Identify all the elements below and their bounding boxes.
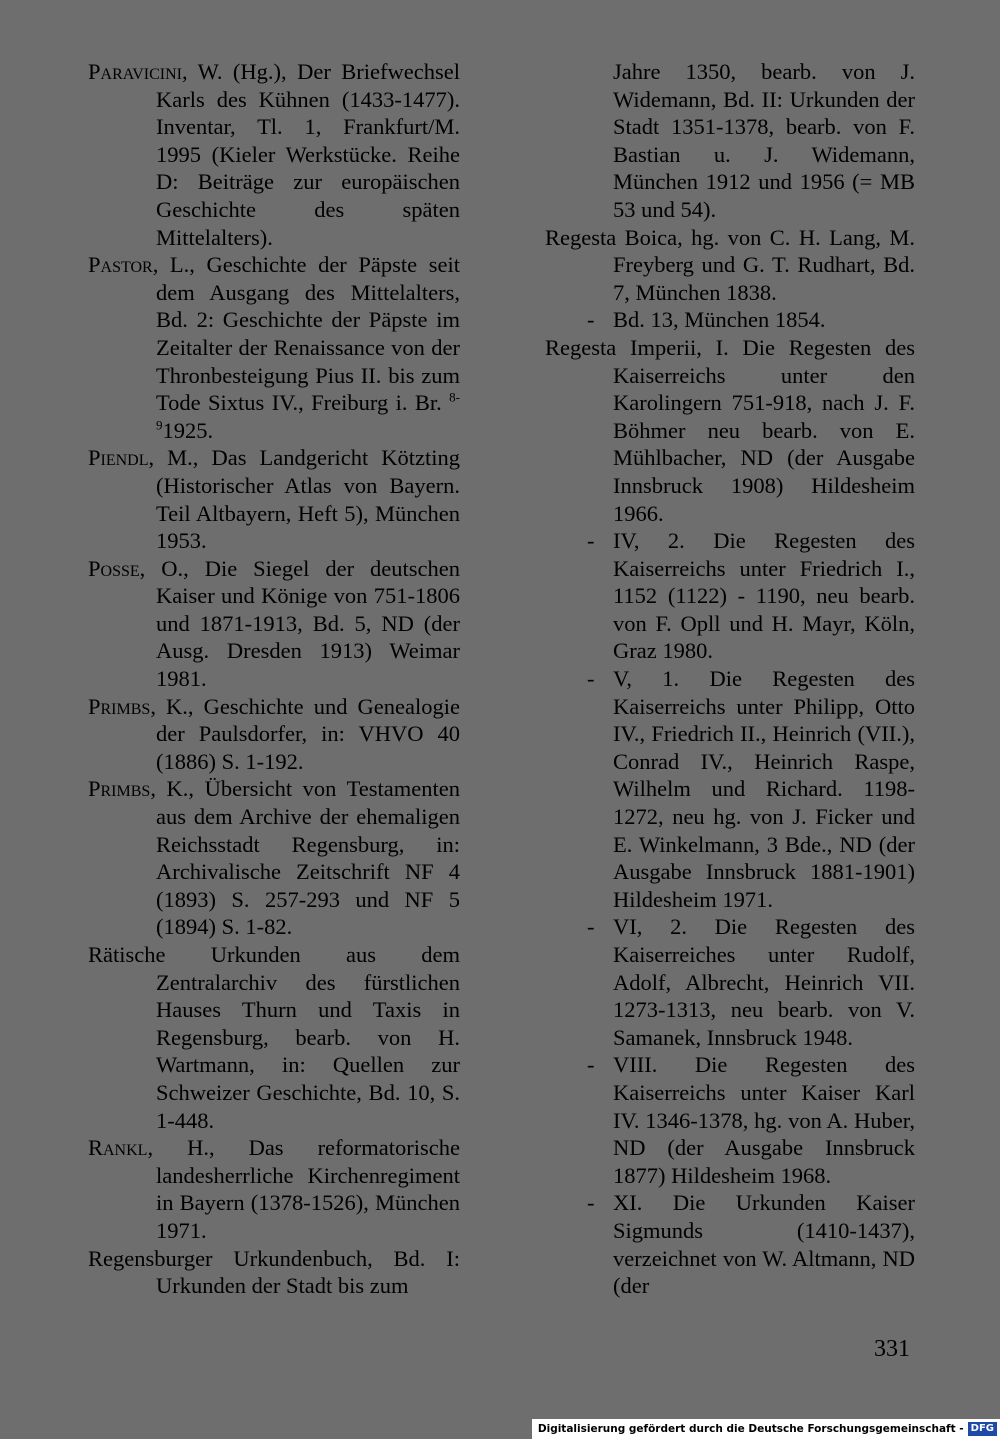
- bib-subentry: [545, 306, 915, 334]
- author-name: Primbs: [88, 776, 151, 802]
- bib-subentry: [545, 527, 915, 665]
- subentry-dash: -: [587, 528, 595, 554]
- bib-entry-posse: [88, 555, 460, 693]
- entry-text: , K., Übersicht von Testamenten aus dem Archive der ehemaligen Reichsstadt Regensburg, in: Archivalische Zeitschrift NF 4 (1893) S. 257-293 und NF 5 (1894) S. 1-82.: [150, 776, 460, 940]
- author-name: Pastor: [88, 252, 153, 278]
- subentry-text: VI, 2. Die Regesten des Kaiserreiches unter Rudolf, Adolf, Albrecht, Heinrich VII. 1273-1313, neu bearb. von V. Samanek, Innsbruck 1948.: [613, 914, 915, 1050]
- bib-entry-primbs-2: [88, 775, 460, 941]
- subentry-dash: -: [587, 1052, 595, 1078]
- bib-entry-regesta-boica: Regesta Boica, hg. von C. H. Lang, M. Freyberg und G. T. Rudhart, Bd. 7, München 1838.: [545, 224, 915, 305]
- subentry-dash: -: [587, 307, 595, 333]
- left-column: [88, 58, 460, 1300]
- entry-text: , O., Die Siegel der deutschen Kaiser und Könige von 751-1806 und 1871-1913, Bd. 5, ND (der Ausg. Dresden 1913) Weimar 1981.: [139, 555, 460, 692]
- entry-text: , W. (Hg.), Der Briefwechsel Karls des Kühnen (1433-1477). Inventar, Tl. 1, Frankfurt/M. 1995 (Kieler Werkstücke. Reihe D: Beiträge zur europäischen Geschichte des späten Mittelalters).: [156, 59, 460, 250]
- subentry-dash: -: [587, 666, 595, 692]
- subentry-dash: -: [587, 1190, 595, 1216]
- bib-subentry: [545, 1051, 915, 1189]
- author-name: Primbs: [88, 693, 151, 719]
- bib-entry-rankl: [88, 1134, 460, 1244]
- entry-text: , H., Das reformatorische landesherrliche Kirchenregiment in Bayern (1378-1526), München 1971.: [147, 1135, 460, 1243]
- bib-entry-piendl: [88, 444, 460, 554]
- subentry-text: IV, 2. Die Regesten des Kaiserreichs unter Friedrich I., 1152 (1122) - 1190, neu bearb. von F. Opll und H. Mayr, Köln, Graz 1980.: [613, 528, 915, 664]
- digitization-footer: [532, 1419, 1000, 1439]
- bib-entry-primbs-1: [88, 693, 460, 776]
- right-column: [545, 58, 915, 1300]
- bib-entry-raetische-urkunden: [88, 941, 460, 1134]
- edition-superscript: 8-9: [156, 389, 460, 433]
- author-name: Rankl: [88, 1135, 148, 1161]
- author-name: Piendl: [88, 445, 149, 471]
- dfg-logo-icon: DFG: [968, 1422, 997, 1436]
- entry-text: Regensburger Urkundenbuch, Bd. I: Urkunden der Stadt bis zum: [88, 1245, 460, 1299]
- bib-entry-continuation: Jahre 1350, bearb. von J. Widemann, Bd. II: Urkunden der Stadt 1351-1378, bearb. von F. Bastian u. J. Widemann, München 1912 und 1956 (= MB 53 und 54).: [613, 59, 915, 222]
- author-name: Paravicini: [88, 59, 182, 84]
- footer-text: Digitalisierung gefördert durch die Deutsche Forschungsgemeinschaft -: [537, 1423, 964, 1435]
- bib-subentry: [545, 665, 915, 913]
- entry-text: , K., Geschichte und Genealogie der Paulsdorfer, in: VHVO 40 (1886) S. 1-192.: [150, 693, 460, 774]
- bib-entry-paravicini: [88, 58, 460, 251]
- entry-text: Rätische Urkunden aus dem Zentralarchiv des fürstlichen Hauses Thurn und Taxis in Regensburg, bearb. von H. Wartmann, in: Quellen zur Schweizer Geschichte, Bd. 10, S. 1-448.: [88, 942, 460, 1133]
- subentry-text: V, 1. Die Regesten des Kaiserreichs unter Philipp, Otto IV., Friedrich II., Heinrich (VII.), Conrad IV., Heinrich Raspe, Wilhelm und Richard. 1198-1272, neu hg. von J. Ficker und E. Winkelmann, 3 Bde., ND (der Ausgabe Innsbruck 1881-1901) Hildesheim 1971.: [613, 666, 915, 912]
- bib-subentry: [545, 1189, 915, 1299]
- entry-text: , M., Das Landgericht Kötzting (Historischer Atlas von Bayern. Teil Altbayern, Heft 5), München 1953.: [148, 445, 460, 554]
- entry-text: , L., Geschichte der Päpste seit dem Ausgang des Mittelalters, Bd. 2: Geschichte der Päpste im Zeitalter der Renaissance von der Thronbesteigung Pius II. bis zum Tode Sixtus IV., Freiburg i. Br.: [152, 252, 460, 416]
- subentry-text: VIII. Die Regesten des Kaiserreichs unter Kaiser Karl IV. 1346-1378, hg. von A. Huber, ND (der Ausgabe Innsbruck 1877) Hildesheim 1968.: [613, 1052, 915, 1188]
- entry-text-tail: 1925.: [162, 417, 214, 443]
- subentry-text: Bd. 13, München 1854.: [613, 307, 826, 333]
- bib-entry-regensburger-urkundenbuch: [88, 1245, 460, 1300]
- author-name: Posse: [88, 555, 140, 581]
- bib-subentry: [545, 913, 915, 1051]
- subentry-text: XI. Die Urkunden Kaiser Sigmunds (1410-1437), verzeichnet von W. Altmann, ND (der: [613, 1190, 915, 1299]
- bib-entry-regesta-imperii: Regesta Imperii, I. Die Regesten des Kaiserreichs unter den Karolingern 751-918, nach J. F. Böhmer neu bearb. von E. Mühlbacher, ND (der Ausgabe Innsbruck 1908) Hildesheim 1966.: [545, 334, 915, 526]
- page-number: 331: [874, 1336, 910, 1362]
- subentry-dash: -: [587, 914, 595, 940]
- bib-entry-pastor: [88, 251, 460, 444]
